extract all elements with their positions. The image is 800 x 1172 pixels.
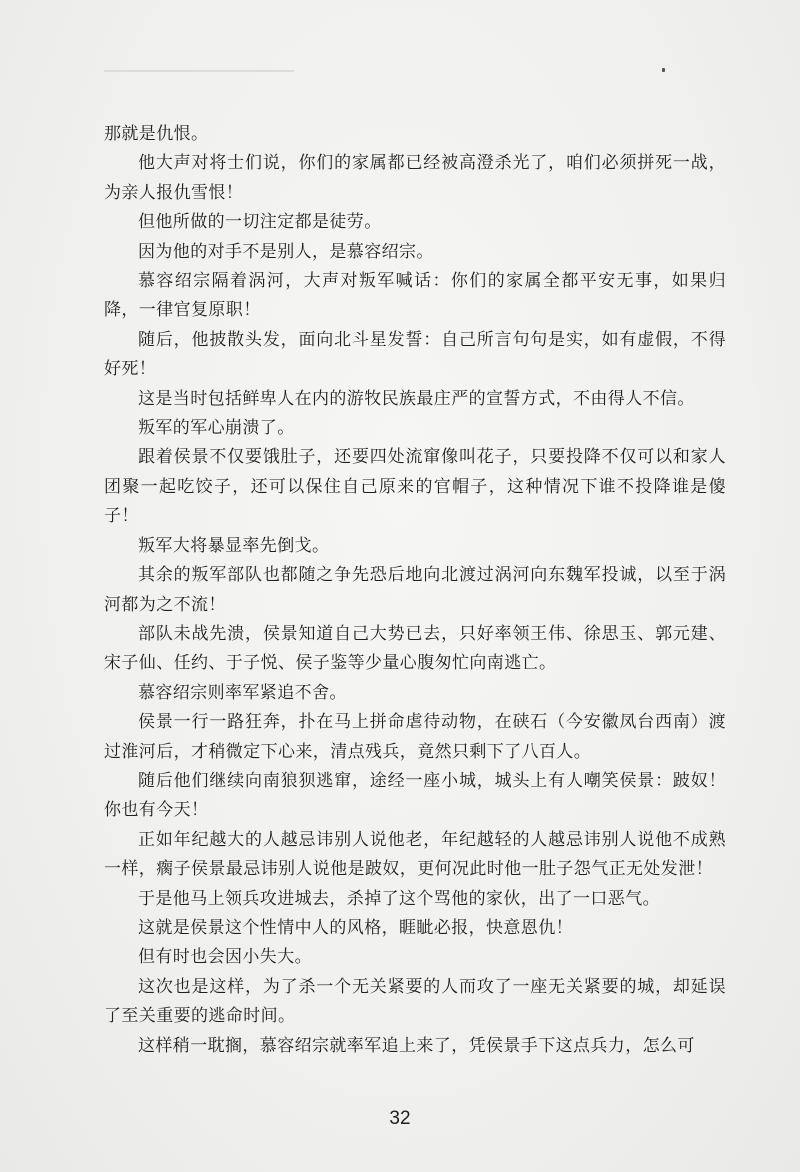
paragraph: 因为他的对手不是别人，是慕容绍宗。 bbox=[138, 241, 434, 262]
faded-header-rule bbox=[104, 70, 294, 72]
paragraph: 慕容绍宗则率军紧追不舍。 bbox=[138, 682, 347, 703]
paragraph: 随后，他披散头发，面向北斗星发誓：自己所言句句是实，如有虚假，不得好死！ bbox=[104, 329, 726, 380]
paragraph: 部队未战先溃，侯景知道自己大势已去，只好率领王伟、徐思玉、郭元建、宋子仙、任约、于子悦、侯子鉴等少量心腹匆忙向南逃亡。 bbox=[104, 623, 726, 674]
paragraph: 但他所做的一切注定都是徒劳。 bbox=[138, 212, 382, 233]
paragraph: 这是当时包括鲜卑人在内的游牧民族最庄严的宣誓方式，不由得人不信。 bbox=[138, 388, 695, 409]
scan-speck bbox=[662, 68, 665, 72]
paragraph: 叛军的军心崩溃了。 bbox=[138, 418, 295, 439]
paragraph: 他大声对将士们说，你们的家属都已经被高澄杀光了，咱们必须拼死一战，为亲人报仇雪恨！ bbox=[104, 153, 726, 203]
paragraph: 于是他马上领兵攻进城去，杀掉了这个骂他的家伙，出了一口恶气。 bbox=[138, 888, 660, 909]
paragraph: 这就是侯景这个性情中人的风格，睚眦必报，快意恩仇！ bbox=[138, 917, 573, 938]
paragraph: 慕容绍宗隔着涡河，大声对叛军喊话：你们的家属全都平安无事，如果归降，一律官复原职！ bbox=[104, 271, 726, 321]
page-number: 32 bbox=[389, 1108, 411, 1129]
paragraph: 其余的叛军部队也都随之争先恐后地向北渡过涡河向东魏军投诚，以至于涡河都为之不流！ bbox=[104, 565, 726, 615]
body-text bbox=[104, 120, 726, 1061]
paragraph: 侯景一行一路狂奔，扑在马上拼命虐待动物，在硖石（今安徽凤台西南）渡过淮河后，才稍微定下心来，清点残兵，竟然只剩下了八百人。 bbox=[104, 712, 726, 762]
paragraph: 跟着侯景不仅要饿肚子，还要四处流窜像叫花子，只要投降不仅可以和家人团聚一起吃饺子，还可以保住自己原来的官帽子，这种情况下谁不投降谁是傻子！ bbox=[104, 447, 726, 527]
paragraph: 那就是仇恨。 bbox=[104, 124, 209, 144]
paragraph: 这次也是这样，为了杀一个无关紧要的人而攻了一座无关紧要的城，却延误了至关重要的逃命时间。 bbox=[104, 976, 726, 1027]
paragraph: 随后他们继续向南狼狈逃窜，途经一座小城，城头上有人嘲笑侯景：跛奴！你也有今天！ bbox=[104, 770, 726, 821]
paragraph: 这样稍一耽搁，慕容绍宗就率军追上来了，凭侯景手下这点兵力，怎么可 bbox=[138, 1035, 695, 1056]
paragraph: 正如年纪越大的人越忌讳别人说他老，年纪越轻的人越忌讳别人说他不成熟一样，瘸子侯景最忌讳别人说他是跛奴，更何况此时他一肚子怨气正无处发泄！ bbox=[104, 829, 726, 880]
paragraph: 但有时也会因小失大。 bbox=[138, 947, 312, 968]
paragraph: 叛军大将暴显率先倒戈。 bbox=[138, 535, 330, 556]
